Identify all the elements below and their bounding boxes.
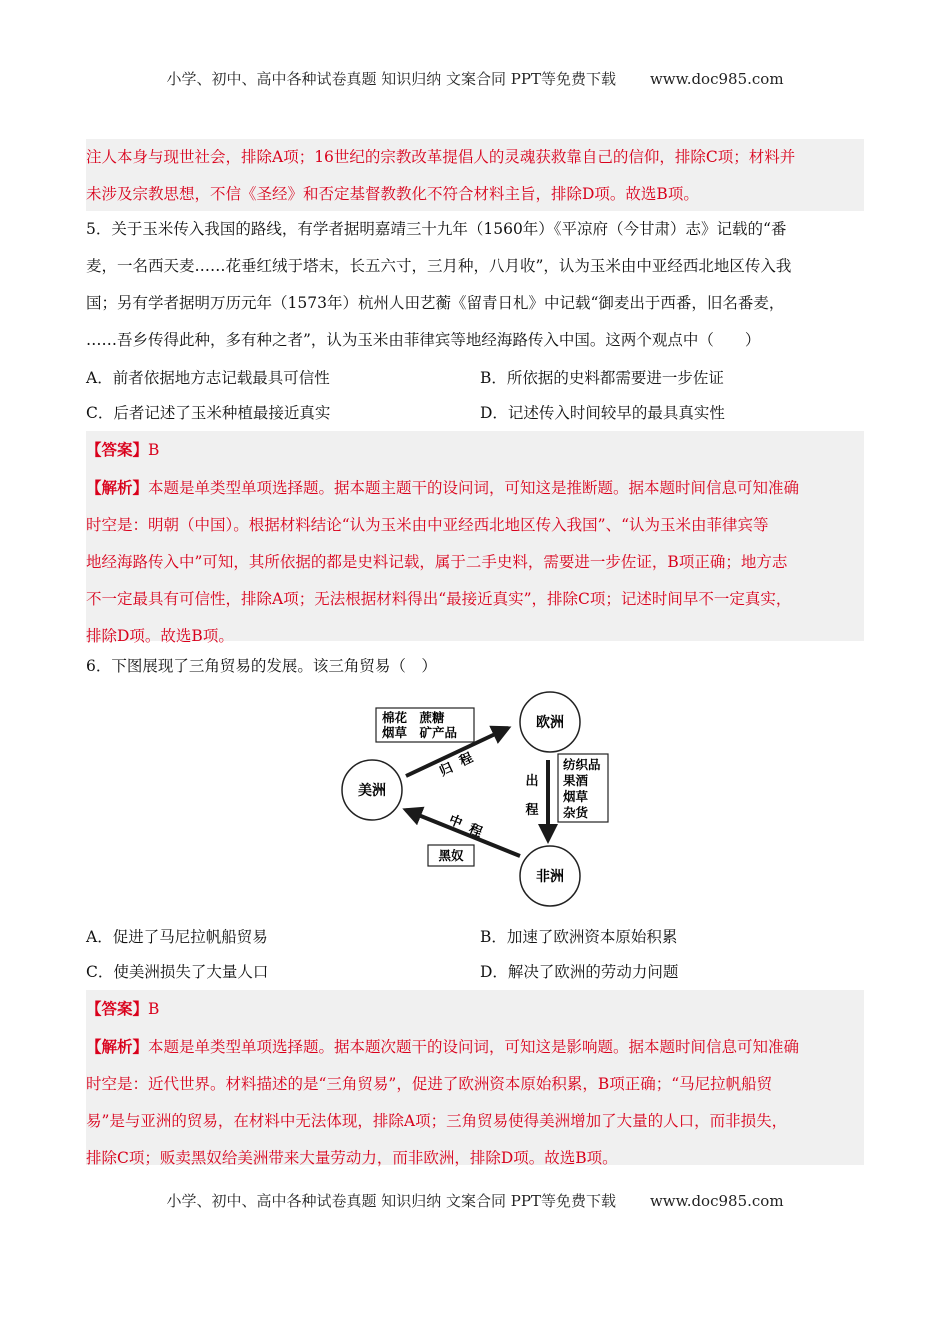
q6-answer-label: 【答案】 [86,999,149,1018]
return-leg-label-1: 归 [437,760,456,780]
american-goods-line-1: 棉花 蔗糖 [382,710,445,725]
question-5-stem [86,211,864,359]
question-6-stem [86,648,864,685]
q5-stem-line: 国；另有学者据明万历元年（1573年）杭州人田艺蘅《留青日札》中记载“御麦出于西番，旧名番麦， [86,294,785,312]
q6-option-d: D．解决了欧洲的劳动力问题 [480,963,679,981]
q5-answer-block [86,431,864,645]
q5-analysis-line [86,469,864,507]
q6-answer-line [86,990,864,1028]
q6-analysis-text: 本题是单类型单项选择题。据本题次题干的设问词，可知这是影响题。据本题时间信息可知准确 [148,1038,800,1056]
header-site: www.doc985.com [649,70,784,88]
q5-option-c: C．后者记述了玉米种植最接近真实 [86,404,331,422]
prev-analysis-line: 注人本身与现世社会，排除A项；16世纪的宗教改革提倡人的灵魂获救靠自己的信仰，排除C项；材料并 [86,148,796,166]
q5-answer-value: B [148,441,160,459]
outbound-leg-label-2: 程 [525,803,539,818]
middle-leg-label-1: 中 [446,812,465,832]
q6-stem-line: 6．下图展现了三角贸易的发展。该三角贸易（ ） [86,657,437,675]
q6-analysis-line: 排除C项；贩卖黑奴给美洲带来大量劳动力，而非欧洲，排除D项。故选B项。 [86,1149,618,1167]
american-goods-line-2: 烟草 矿产品 [382,725,458,740]
africa-label: 非洲 [536,869,564,885]
q5-stem-line: 麦，一名西天麦……花垂红绒于塔末，长五六寸，三月种，八月收”，认为玉米由中亚经西北地区传入我 [86,257,792,275]
q5-stem-line: ……吾乡传得此种，多有种之者”，认为玉米由菲律宾等地经海路传入中国。这两个观点中（ ） [86,331,761,349]
q5-analysis-line: 排除D项。故选B项。 [86,627,234,645]
header-text: 小学、初中、高中各种试卷真题 知识归纳 文案合同 PPT等免费下载 [166,70,616,88]
prev-analysis [86,139,864,211]
return-leg-label-2: 程 [457,750,476,770]
q5-analysis-label: 【解析】 [86,478,149,497]
q5-analysis-line: 不一定最具有可信性，排除A项；无法根据材料得出“最接近真实”，排除C项；记述时间早不一定真实， [86,590,792,608]
european-goods-4: 杂货 [563,805,589,820]
q5-answer-label: 【答案】 [86,440,149,459]
q5-option-d: D．记述传入时间较早的最具真实性 [480,404,725,422]
footer-site: www.doc985.com [649,1192,784,1210]
triangle-trade-diagram [330,690,620,910]
middle-leg-label-2: 程 [466,821,485,841]
q6-option-c: C．使美洲损失了大量人口 [86,963,269,981]
q5-stem-line: 5．关于玉米传入我国的路线，有学者据明嘉靖三十九年（1560年）《平凉府（今甘肃）志》记载的“番 [86,220,787,238]
q6-analysis-line: 时空是：近代世界。材料描述的是“三角贸易”，促进了欧洲资本原始积累，B项正确；“马尼拉帆船贸 [86,1075,773,1093]
q6-answer-block [86,990,864,1165]
q5-option-a: A．前者依据地方志记载最具可信性 [86,369,330,387]
america-label: 美洲 [358,783,386,799]
slaves-label: 黑奴 [438,848,464,863]
page-footer [0,1190,950,1211]
european-goods-3: 烟草 [563,789,589,804]
europe-label: 欧洲 [536,715,564,731]
european-goods-2: 果酒 [563,773,589,788]
q6-analysis-line [86,1028,864,1066]
page-header [0,68,950,89]
q5-option-b: B．所依据的史料都需要进一步佐证 [480,369,724,387]
q5-analysis-text: 本题是单类型单项选择题。据本题主题干的设问词，可知这是推断题。据本题时间信息可知准确 [148,479,800,497]
outbound-leg-label-1: 出 [525,774,539,789]
q6-analysis-label: 【解析】 [86,1037,149,1056]
q5-answer-line [86,431,864,469]
q5-analysis-line: 地经海路传入中”可知，其所依据的都是史料记载，属于二手史料，需要进一步佐证，B项正确；地方志 [86,553,788,571]
european-goods-1: 纺织品 [563,757,601,772]
q6-option-a: A．促进了马尼拉帆船贸易 [86,928,268,946]
q6-option-b: B．加速了欧洲资本原始积累 [480,928,678,946]
footer-text: 小学、初中、高中各种试卷真题 知识归纳 文案合同 PPT等免费下载 [166,1192,616,1210]
q6-answer-value: B [148,1000,160,1018]
prev-analysis-line: 未涉及宗教思想，不信《圣经》和否定基督教教化不符合材料主旨，排除D项。故选B项。 [86,185,699,203]
q5-analysis-line: 时空是：明朝（中国）。根据材料结论“认为玉米由中亚经西北地区传入我国”、“认为玉米由菲律宾等 [86,516,769,534]
q6-analysis-line: 易”是与亚洲的贸易，在材料中无法体现，排除A项；三角贸易使得美洲增加了大量的人口，而非损失， [86,1112,788,1130]
